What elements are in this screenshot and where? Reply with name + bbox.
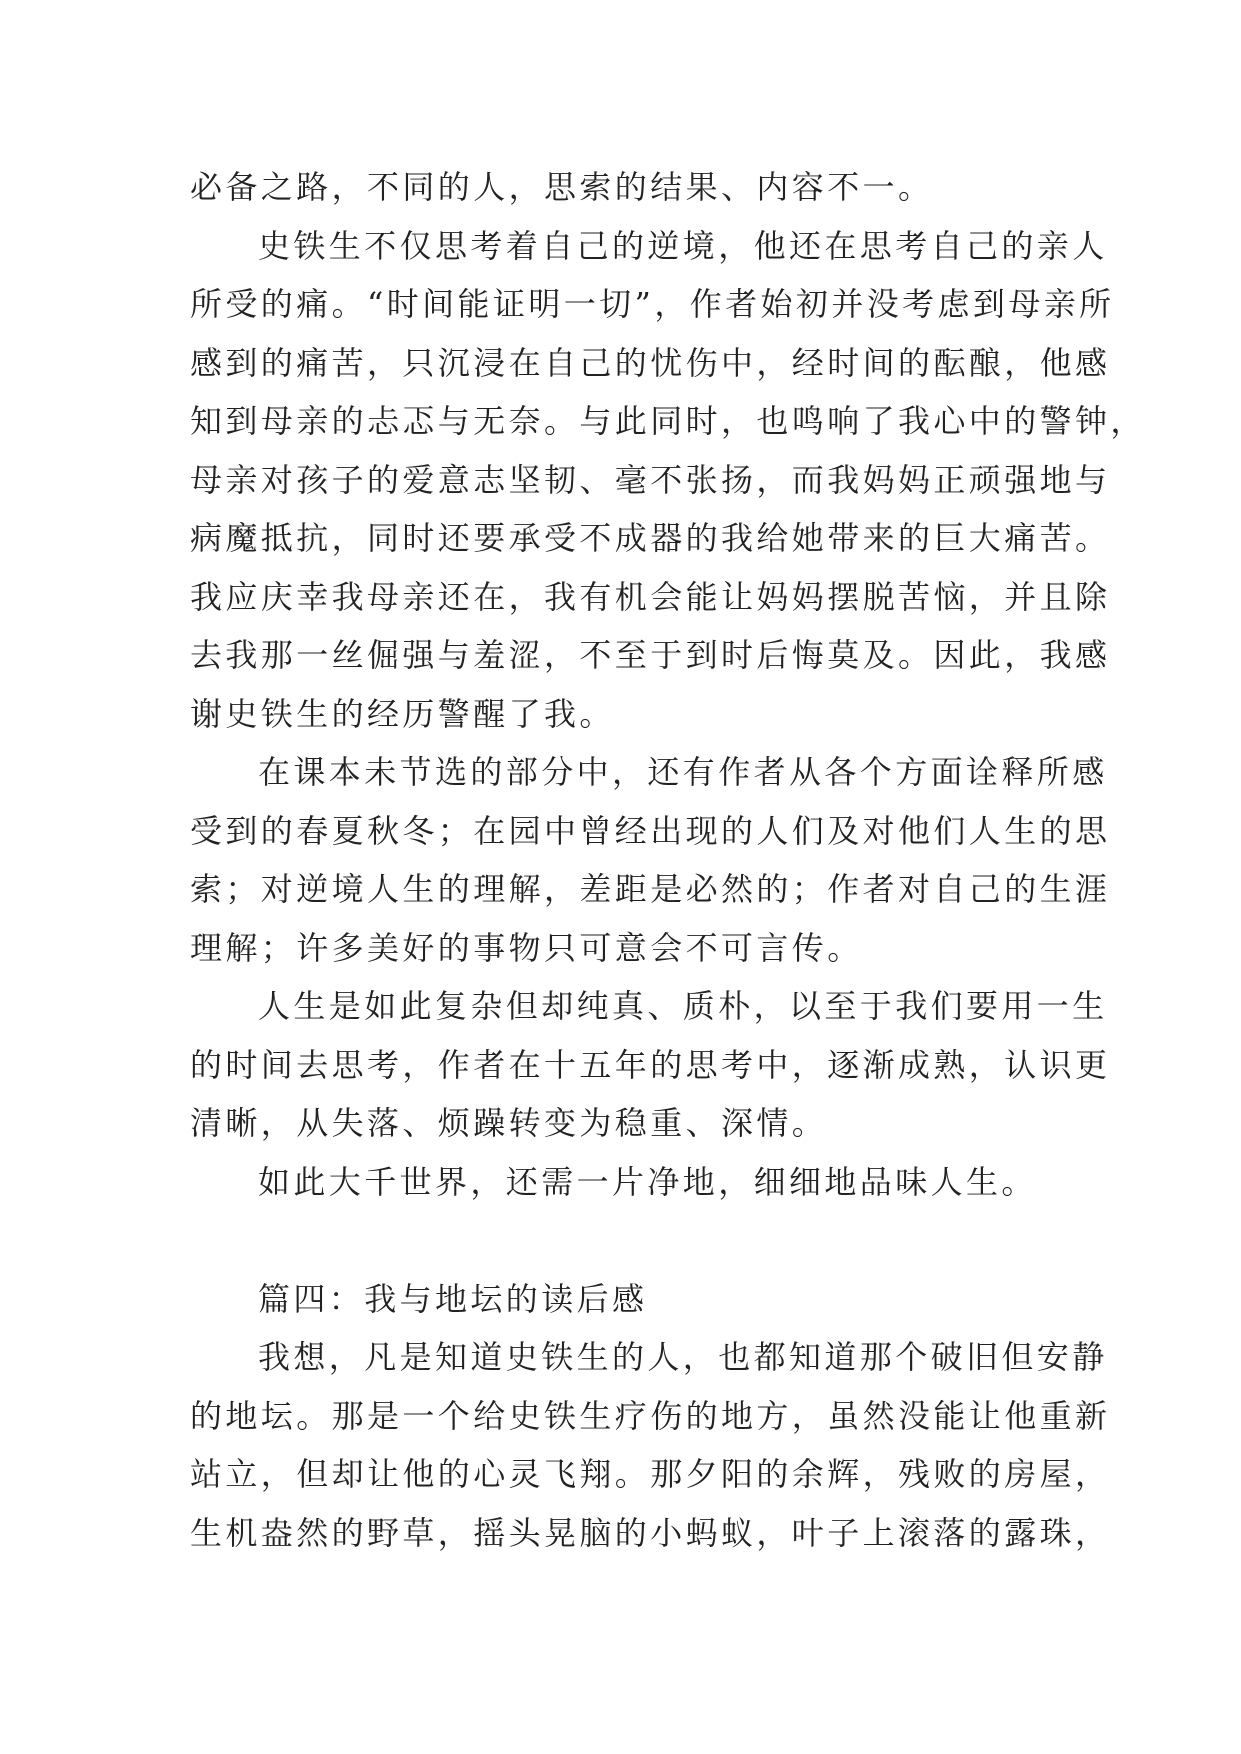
text-line: 必备之路，不同的人，思索的结果、内容不一。 xyxy=(190,168,934,206)
text-line: 索；对逆境人生的理解，差距是必然的；作者对自己的生涯 xyxy=(190,870,1111,908)
text-line: 如此大千世界，还需一片净地，细细地品味人生。 xyxy=(258,1162,1037,1201)
text-line: 病魔抵抗，同时还要承受不成器的我给她带来的巨大痛苦。 xyxy=(190,519,1111,557)
text-line: 感到的痛苦，只沉浸在自己的忧伤中，经时间的酝酿，他感 xyxy=(190,343,1111,382)
text-line: 我想，凡是知道史铁生的人，也都知道那个破旧但安静 xyxy=(258,1338,1108,1376)
text-line: 知到母亲的忐忑与无奈。与此同时，也鸣响了我心中的警钟， xyxy=(190,402,1146,440)
text-line: 的地坛。那是一个给史铁生疗伤的地方，虽然没能让他重新 xyxy=(190,1396,1111,1435)
text-line: 理解；许多美好的事物只可意会不可言传。 xyxy=(190,928,863,967)
paragraph-gap xyxy=(190,1211,1060,1270)
text-line: 我应庆幸我母亲还在，我有机会能让妈妈摆脱苦恼，并且除 xyxy=(190,577,1111,616)
text-line: 谢史铁生的经历警醒了我。 xyxy=(190,694,615,733)
document-body xyxy=(190,158,1146,1562)
text-line: 受到的春夏秋冬；在园中曾经出现的人们及对他们人生的思 xyxy=(190,811,1111,850)
text-line: 史铁生不仅思考着自己的逆境，他还在思考自己的亲人 xyxy=(258,226,1108,265)
text-line: 所受的痛。“时间能证明一切”，作者始初并没考虑到母亲所 xyxy=(190,285,1115,323)
section-title: 篇四：我与地坛的读后感 xyxy=(258,1279,648,1318)
text-line: 生机盎然的野草，摇头晃脑的小蚂蚁，叶子上滚落的露珠， xyxy=(190,1513,1111,1552)
text-line: 人生是如此复杂但却纯真、质朴，以至于我们要用一生 xyxy=(258,987,1108,1025)
text-line: 的时间去思考，作者在十五年的思考中，逐渐成熟，认识更 xyxy=(190,1045,1111,1084)
text-line: 清晰，从失落、烦躁转变为稳重、深情。 xyxy=(190,1104,828,1142)
text-line: 站立，但却让他的心灵飞翔。那夕阳的余辉，残败的房屋， xyxy=(190,1455,1111,1493)
text-line: 在课本未节选的部分中，还有作者从各个方面诠释所感 xyxy=(258,753,1108,791)
text-line: 去我那一丝倔强与羞涩，不至于到时后悔莫及。因此，我感 xyxy=(190,636,1111,674)
text-line: 母亲对孩子的爱意志坚韧、毫不张扬，而我妈妈正顽强地与 xyxy=(190,460,1111,499)
